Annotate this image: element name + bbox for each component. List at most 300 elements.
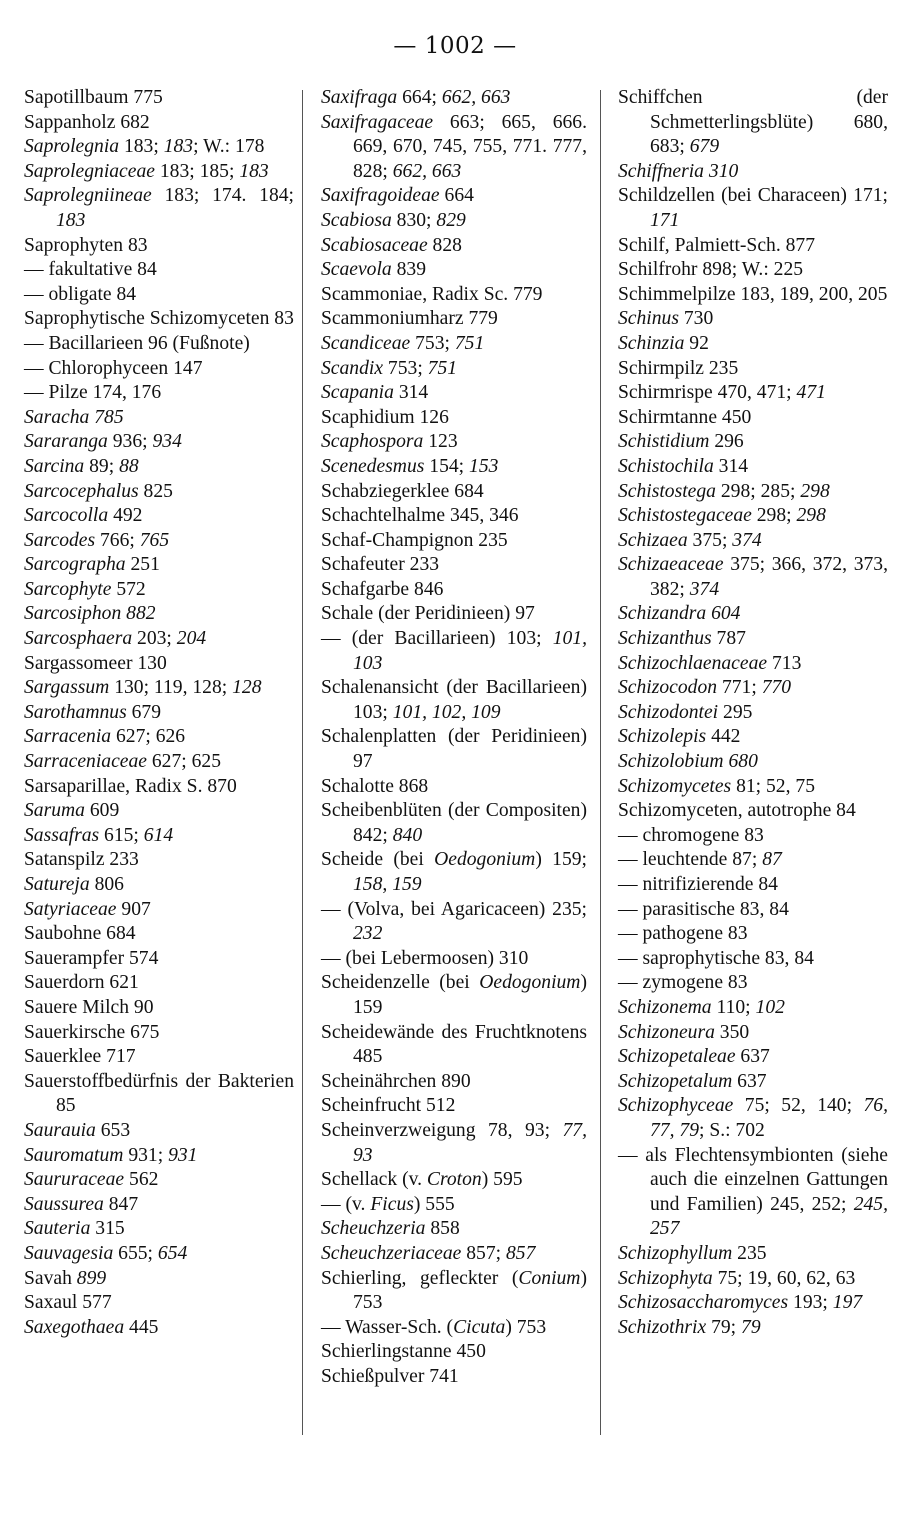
- index-entry: [24, 996, 294, 1021]
- index-entry: [321, 529, 587, 554]
- index-entry: [618, 627, 888, 652]
- index-entry-italic-text: 183: [239, 160, 269, 182]
- index-entry-italic-text: Schizothrix: [618, 1316, 707, 1338]
- index-entry: [618, 750, 888, 775]
- index-entry: [618, 775, 888, 800]
- index-entry-text: Scheibenblüten (der Compositen) 842;: [321, 800, 587, 846]
- index-entry: [618, 701, 888, 726]
- index-entry-text: Sauerkirsche 675: [24, 1021, 160, 1043]
- index-entry: [321, 1316, 587, 1341]
- index-entry-italic-text: Sargassum: [24, 677, 110, 699]
- index-entry: [618, 504, 888, 529]
- index-entry-text: Sapotillbaum 775: [24, 87, 163, 108]
- index-entry-italic-text: 204: [176, 628, 207, 650]
- index-entry-italic-text: Saxifraga: [321, 87, 398, 108]
- index-entry-italic-text: Schizolepis: [618, 726, 707, 748]
- index-entry-text: 183;: [119, 136, 164, 158]
- index-entry-italic-text: Sauteria: [24, 1218, 91, 1240]
- index-entry-text: 154;: [424, 455, 470, 477]
- index-entry-text: ) 159;: [535, 849, 587, 871]
- index-entry-text: 609: [84, 800, 120, 822]
- index-entry-text: — (v.: [321, 1193, 371, 1215]
- index-entry-text: Sauerdorn 621: [24, 972, 139, 994]
- index-entry-text: 81; 52, 75: [731, 775, 815, 797]
- index-entry-italic-text: 298: [796, 505, 826, 527]
- index-entry-text: 375;: [687, 529, 733, 551]
- index-entry-text: Schierlingstanne 450: [321, 1341, 486, 1363]
- index-entry-italic-text: 153: [469, 455, 499, 477]
- index-entry-italic-text: Scandiceae: [321, 332, 411, 354]
- index-entry-text: — Pilze 174, 176: [24, 382, 162, 404]
- index-entry-text: 492: [108, 505, 143, 527]
- index-entry-italic-text: Scaevola: [321, 259, 392, 281]
- index-entry-text: 75; 52, 140;: [733, 1095, 864, 1117]
- index-entry: [24, 750, 294, 775]
- index-entry-italic-text: Saprolegniineae: [24, 185, 152, 207]
- index-entry-text: — zymogene 83: [618, 972, 748, 994]
- index-entry-italic-text: Schizopetalum: [618, 1070, 733, 1092]
- index-entry-italic-text: Schizoneura: [618, 1021, 715, 1043]
- index-entry-text: Schafgarbe 846: [321, 578, 444, 600]
- index-entry-text: — (Volva, bei Agaricaceen) 235;: [321, 898, 587, 920]
- index-entry: [618, 799, 888, 824]
- index-entry-text: Scaphidium: [321, 406, 415, 428]
- index-entry-italic-text: 604: [711, 603, 741, 625]
- index-entry-text: 847: [103, 1193, 139, 1215]
- index-entry: [24, 824, 294, 849]
- index-entry: [24, 922, 294, 947]
- index-entry: [321, 1168, 587, 1193]
- index-entry: [24, 602, 294, 627]
- index-entry: [321, 1242, 587, 1267]
- index-entry-italic-text: Conium: [518, 1267, 581, 1289]
- index-entry-italic-text: Saracha: [24, 406, 90, 428]
- index-entry: [321, 947, 587, 972]
- index-entry: [24, 357, 294, 382]
- index-entry: [618, 283, 888, 308]
- index-entry: [24, 652, 294, 677]
- index-entry-text: 663; 665, 666. 669, 670, 745, 755, 771. 777, 828;: [353, 111, 587, 182]
- index-entry-text: 637: [735, 1046, 770, 1068]
- index-entry: [24, 258, 294, 283]
- index-entry-italic-text: 770: [761, 677, 792, 699]
- index-entry-text: Saxaul 577: [24, 1292, 112, 1314]
- index-entry-text: 637: [732, 1070, 767, 1092]
- index-entry-italic-text: 765: [139, 529, 170, 551]
- index-entry: [321, 971, 587, 1020]
- index-entry-italic-text: Satyriaceae: [24, 898, 117, 920]
- index-entry-italic-text: Schizophyllum: [618, 1242, 733, 1264]
- index-entry: [321, 357, 587, 382]
- index-entry: [618, 1267, 888, 1292]
- index-entry-italic-text: 931: [168, 1144, 198, 1166]
- index-entry: [618, 430, 888, 455]
- index-entry: [24, 111, 294, 136]
- index-entry-text: 89;: [84, 455, 120, 477]
- index-entry-text: ) 159: [353, 972, 587, 1018]
- index-entry: [321, 676, 587, 725]
- index-entry: [24, 332, 294, 357]
- index-entry-text: — leuchtende 87;: [618, 849, 763, 871]
- index-entry: [24, 1217, 294, 1242]
- index-entry-italic-text: Schizomycetes: [618, 775, 732, 797]
- index-entry-text: 75; 19, 60, 62, 63: [712, 1267, 856, 1289]
- index-entry-text: 627; 626: [111, 726, 186, 748]
- index-entry-italic-text: 76, 77, 79: [650, 1095, 888, 1141]
- index-entry-text: Schaf-Champignon 235: [321, 529, 508, 551]
- index-entry-italic-text: 183: [163, 136, 194, 158]
- index-entry-text: Sappanholz 682: [24, 111, 150, 133]
- index-entry-text: 858: [425, 1218, 460, 1240]
- index-entry-italic-text: Scaphospora: [321, 431, 424, 453]
- index-entry: [24, 1119, 294, 1144]
- index-entry-italic-text: 679: [689, 136, 720, 158]
- index-entry-italic-text: Sassafras: [24, 824, 100, 846]
- index-entry: [618, 1242, 888, 1267]
- index-entry: [618, 898, 888, 923]
- index-entry: [618, 1094, 888, 1143]
- index-entry: [24, 1291, 294, 1316]
- index-entry-text: Sauerampfer 574: [24, 947, 159, 969]
- index-entry-text: — nitrifizierende 84: [618, 874, 778, 895]
- index-entry-text: Scheide (bei: [321, 849, 435, 871]
- index-entry: [321, 1119, 587, 1168]
- index-entry: [618, 553, 888, 602]
- index-entry: [618, 1070, 888, 1095]
- index-entry-text: 766;: [95, 529, 140, 551]
- index-entry-text: 445: [124, 1316, 159, 1338]
- index-column-left: [24, 86, 294, 1340]
- index-entry-text: Schilf, Palmiett-Sch. 877: [618, 234, 816, 256]
- index-entry: [618, 455, 888, 480]
- index-entry: [618, 1021, 888, 1046]
- index-entry-italic-text: Sarcina: [24, 455, 85, 477]
- index-entry: [24, 283, 294, 308]
- index-entry-text: Satanspilz 233: [24, 849, 139, 871]
- index-entry-text: Schießpulver 741: [321, 1365, 459, 1387]
- index-entry-italic-text: Sarcodes: [24, 529, 96, 551]
- index-entry: [321, 86, 587, 111]
- index-entry-text: 936;: [107, 431, 153, 453]
- index-entry-italic-text: Saussurea: [24, 1193, 104, 1215]
- index-entry: [24, 529, 294, 554]
- index-entry: [24, 898, 294, 923]
- index-entry: [24, 480, 294, 505]
- index-entry-italic-text: Scheuchzeriaceae: [321, 1242, 462, 1264]
- index-entry-text: — chromogene 83: [618, 824, 764, 846]
- index-entry-text: 907: [116, 898, 151, 920]
- index-entry-italic-text: 840: [392, 824, 423, 846]
- index-entry: [618, 602, 888, 627]
- index-entry: [321, 504, 587, 529]
- index-entry-italic-text: 662, 663: [441, 87, 511, 108]
- index-entry-text: 771;: [717, 677, 762, 699]
- index-entry-text: Schierling, gefleckter (: [321, 1267, 519, 1289]
- index-entry-italic-text: 183: [56, 209, 86, 231]
- index-entry-text: 350: [714, 1021, 750, 1043]
- index-entry-text: 123: [423, 431, 458, 453]
- index-entry-text: 295: [718, 701, 753, 723]
- index-entry-text: 315: [90, 1218, 125, 1240]
- index-entry-text: Saprophytische Schizomyceten 83: [24, 308, 294, 330]
- index-entry-italic-text: 77, 93: [353, 1119, 587, 1166]
- index-entry-text: Schafeuter 233: [321, 554, 440, 576]
- index-entry: [24, 1144, 294, 1169]
- index-entry: [24, 1045, 294, 1070]
- index-entry-italic-text: Saurauia: [24, 1119, 96, 1141]
- index-entry-italic-text: Sauvagesia: [24, 1242, 114, 1264]
- index-entry-italic-text: 899: [76, 1267, 107, 1289]
- index-entry-text: 825: [138, 480, 173, 502]
- index-entry: [24, 234, 294, 259]
- index-entry-text: 183; 174. 184;: [151, 185, 294, 207]
- index-entry-italic-text: Schizosaccharomyces: [618, 1292, 789, 1314]
- index-entry-text: Schimmelpilze 183, 189, 200, 205: [618, 283, 888, 305]
- index-entry-italic-text: 654: [157, 1242, 188, 1264]
- index-entry: [618, 922, 888, 947]
- index-entry-text: Scheinährchen 890: [321, 1070, 471, 1092]
- index-entry-text: ; W.: 178: [193, 136, 265, 158]
- index-entry: [24, 504, 294, 529]
- index-entry-italic-text: Schizochlaenaceae: [618, 652, 768, 674]
- index-entry-text: 442: [706, 726, 741, 748]
- index-entry-italic-text: Satureja: [24, 874, 90, 895]
- index-entry: [618, 258, 888, 283]
- index-entry: [618, 1144, 888, 1242]
- index-entry-text: Scheinverzweigung 78, 93;: [321, 1119, 563, 1141]
- index-entry: [321, 1070, 587, 1095]
- index-entry-text: 92: [684, 332, 709, 354]
- index-entry: [618, 1316, 888, 1341]
- index-entry-text: Sauerklee 717: [24, 1046, 136, 1068]
- index-entry-text: 572: [111, 578, 146, 600]
- index-entry: [618, 234, 888, 259]
- index-entry-italic-text: 158, 159: [353, 874, 422, 895]
- index-entry: [321, 1267, 587, 1316]
- index-entry-text: 193;: [788, 1292, 833, 1314]
- index-entry-text: 830;: [391, 209, 437, 231]
- index-entry-italic-text: Schizocodon: [618, 677, 718, 699]
- index-entry: [321, 848, 587, 897]
- index-entry-text: 203;: [132, 628, 177, 650]
- index-entry-italic-text: Sarcocolla: [24, 505, 109, 527]
- index-entry-text: ) 555: [413, 1193, 455, 1215]
- index-entry-italic-text: Schistidium: [618, 431, 710, 453]
- index-entry: [618, 947, 888, 972]
- index-entry-italic-text: Saxegothaea: [24, 1316, 125, 1338]
- index-entry-italic-text: 471: [796, 382, 826, 404]
- index-entry-italic-text: Schizaeaceae: [618, 554, 724, 576]
- index-entry-italic-text: Scandix: [321, 357, 384, 379]
- index-entry-text: — Wasser-Sch. (: [321, 1316, 454, 1338]
- index-entry-italic-text: 680: [728, 751, 758, 773]
- index-entry-italic-text: Scapania: [321, 382, 394, 404]
- index-entry: [321, 799, 587, 848]
- index-entry-italic-text: Sauromatum: [24, 1144, 124, 1166]
- index-entry-italic-text: 298: [800, 480, 830, 502]
- index-entry-italic-text: 245, 257: [650, 1193, 888, 1240]
- index-entry-text: Sauere Milch 90: [24, 996, 154, 1018]
- index-entry: [24, 1316, 294, 1341]
- index-entry-text: 655;: [113, 1242, 158, 1264]
- index-entry-text: Schalotte 868: [321, 775, 429, 797]
- index-entry: [618, 848, 888, 873]
- index-entry-italic-text: Cicuta: [453, 1316, 506, 1338]
- index-entry-text: Scammoniae, Radix Sc. 779: [321, 283, 543, 305]
- index-entry-italic-text: Saruma: [24, 800, 85, 822]
- index-entry-italic-text: Schinus: [618, 308, 679, 330]
- index-entry-italic-text: Sarcosphaera: [24, 628, 133, 650]
- index-entry-italic-text: 934: [152, 431, 182, 453]
- index-entry-text: — (der Bacillarieen) 103;: [321, 628, 553, 650]
- index-entry: [321, 1193, 587, 1218]
- index-entry-text: Schirmtanne 450: [618, 406, 752, 428]
- index-entry-italic-text: Sarracenia: [24, 726, 112, 748]
- index-entry-italic-text: Scheuchzeria: [321, 1218, 426, 1240]
- index-entry-text: Sargassomeer 130: [24, 652, 167, 674]
- index-entry-italic-text: Sararanga: [24, 431, 108, 453]
- index-entry: [24, 307, 294, 332]
- index-entry: [321, 1021, 587, 1070]
- index-entry-italic-text: 87: [762, 849, 782, 871]
- index-entry: [321, 283, 587, 308]
- index-entry-italic-text: 374: [689, 578, 720, 600]
- index-entry-italic-text: 101, 102, 109: [392, 701, 501, 723]
- index-column-middle: [321, 86, 587, 1389]
- index-entry: [618, 873, 888, 898]
- index-entry-text: 753;: [383, 357, 428, 379]
- index-entry-text: Schabziegerklee 684: [321, 480, 484, 502]
- index-entry-italic-text: 374: [732, 529, 762, 551]
- index-entry-text: Schiffchen (der Schmetterlingsblüte) 680, 683;: [618, 87, 888, 158]
- index-entry-text: 183; 185;: [154, 160, 240, 182]
- index-entry-text: — fakultative 84: [24, 259, 157, 281]
- index-entry-italic-text: Schizanthus: [618, 628, 712, 650]
- index-entry-text: 664: [439, 185, 474, 207]
- index-entry-italic-text: 614: [143, 824, 174, 846]
- index-entry-text: — saprophytische 83, 84: [618, 947, 814, 969]
- column-divider: [600, 90, 601, 1435]
- index-entry-text: 375; 366, 372, 373, 382;: [650, 554, 888, 600]
- index-entry-italic-text: Schizonema: [618, 996, 712, 1018]
- index-entry: [24, 1070, 294, 1119]
- index-entry-text: Schalenansicht (der Bacillarieen) 103;: [321, 677, 587, 723]
- index-entry: [24, 1168, 294, 1193]
- index-entry-italic-text: 857: [506, 1242, 536, 1264]
- index-entry-italic-text: Schizodontei: [618, 701, 719, 723]
- index-entry: [321, 627, 587, 676]
- index-entry: [321, 898, 587, 947]
- index-entry: [321, 1365, 587, 1390]
- index-entry: [321, 455, 587, 480]
- index-entry-text: Scammoniumharz 779: [321, 308, 498, 330]
- index-entry-text: 931;: [123, 1144, 169, 1166]
- index-entry: [618, 184, 888, 233]
- index-entry: [618, 652, 888, 677]
- index-entry-text: Saubohne 684: [24, 923, 136, 945]
- index-entry: [24, 775, 294, 800]
- index-entry: [24, 455, 294, 480]
- index-entry-italic-text: 882: [126, 603, 156, 625]
- index-entry: [321, 332, 587, 357]
- index-entry: [618, 725, 888, 750]
- index-entry: [24, 627, 294, 652]
- index-entry: [618, 406, 888, 431]
- index-entry-text: Schirmrispe 470, 471;: [618, 382, 797, 404]
- index-entry: [618, 676, 888, 701]
- index-entry: [321, 578, 587, 603]
- index-entry-text: 857;: [461, 1242, 506, 1264]
- index-entry: [24, 725, 294, 750]
- index-entry-italic-text: 829: [436, 209, 466, 231]
- index-entry-text: 679: [126, 701, 161, 723]
- index-entry-text: Scheinfrucht 512: [321, 1095, 456, 1117]
- index-entry: [618, 381, 888, 406]
- index-entry: [24, 430, 294, 455]
- index-entry-text: Schizomyceten, autotrophe 84: [618, 800, 856, 822]
- index-entry-text: 730: [678, 308, 714, 330]
- index-entry-text: ) 753: [353, 1267, 587, 1314]
- index-entry-italic-text: Saprolegniaceae: [24, 160, 155, 182]
- column-divider: [302, 90, 303, 1435]
- index-entry-italic-text: Saururaceae: [24, 1169, 125, 1191]
- index-entry-italic-text: 197: [832, 1292, 863, 1314]
- index-entry-text: 130; 119, 128;: [109, 677, 233, 699]
- index-entry: [618, 307, 888, 332]
- index-entry-text: — obligate 84: [24, 283, 137, 305]
- index-entry: [321, 1340, 587, 1365]
- index-entry-text: 787: [711, 628, 746, 650]
- index-entry: [24, 947, 294, 972]
- index-entry-text: 298;: [751, 505, 797, 527]
- index-entry-text: 235: [732, 1242, 767, 1264]
- index-entry-text: Schilfrohr 898; W.: 225: [618, 259, 804, 281]
- index-entry-text: Scheidenzelle (bei: [321, 972, 480, 994]
- index-entry-italic-text: Sarcocephalus: [24, 480, 139, 502]
- index-entry: [618, 332, 888, 357]
- index-entry-text: Schildzellen (bei Characeen) 171;: [618, 185, 888, 207]
- index-entry-italic-text: Schizandra: [618, 603, 707, 625]
- index-entry-text: Schellack (v.: [321, 1169, 427, 1191]
- index-entry-italic-text: 310: [708, 160, 739, 182]
- index-entry-italic-text: 171: [650, 209, 680, 231]
- index-entry-text: ; S.: 702: [698, 1119, 765, 1141]
- index-entry: [24, 676, 294, 701]
- index-entry-italic-text: 232: [353, 923, 383, 945]
- index-entry-text: — (bei Lebermoosen) 310: [321, 947, 529, 969]
- index-entry-text: — Bacillarieen 96 (Fußnote): [24, 332, 250, 354]
- index-entry-italic-text: Scabiosa: [321, 209, 392, 231]
- index-entry: [321, 775, 587, 800]
- index-entry: [321, 406, 587, 431]
- index-entry: [618, 529, 888, 554]
- index-entry-text: Savah: [24, 1267, 77, 1289]
- index-entry: [24, 578, 294, 603]
- page-number: — 1002 —: [393, 33, 517, 59]
- index-entry: [618, 86, 888, 160]
- index-entry: [321, 381, 587, 406]
- index-entry-italic-text: Scenedesmus: [321, 455, 425, 477]
- index-entry: [24, 160, 294, 185]
- index-entry-italic-text: Sarcosiphon: [24, 603, 122, 625]
- index-entry-italic-text: Schiffneria: [618, 160, 704, 182]
- index-entry-text: 314: [393, 382, 429, 404]
- index-entry: [24, 135, 294, 160]
- index-entry: [618, 1291, 888, 1316]
- index-entry-italic-text: 662, 663: [392, 160, 462, 182]
- index-entry-italic-text: Saxifragoideae: [321, 185, 440, 207]
- index-entry-italic-text: 751: [427, 357, 458, 379]
